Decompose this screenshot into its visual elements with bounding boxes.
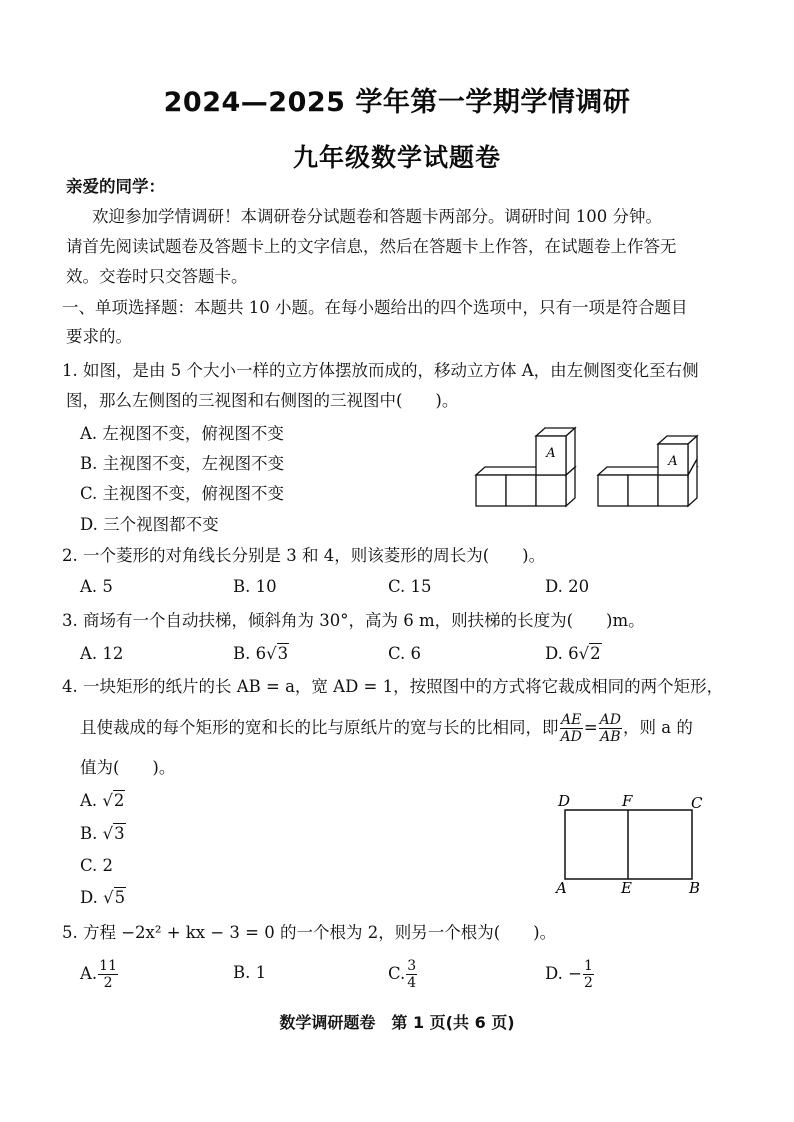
q1-stem: 1. 如图，是由 5 个大小一样的立方体摆放而成的，移动立方体 A，由左侧图变化至右侧	[62, 361, 699, 380]
fraction: $\frac{1}{2}$	[583, 958, 593, 991]
q3-stem: 3. 商场有一个自动扶梯，倾斜角为 30°，高为 6 m，则扶梯的长度为( )m。	[62, 611, 645, 630]
q1-option-a: A. 左视图不变，俯视图不变	[80, 424, 284, 443]
q1-option-b: B. 主视图不变，左视图不变	[80, 454, 285, 473]
q5-option-b: B. 1	[233, 963, 267, 982]
q4-option-a: A. √2	[80, 791, 125, 810]
q4-stem-cont: 且使裁成的每个矩形的宽和长的比与原纸片的宽与长的比相同，即 $\frac{AE}{AD}$ = $\frac{AD}{AB}$ ，则 a 的	[80, 712, 693, 745]
section-1-heading: 一、单项选择题：本题共 10 小题。在每小题给出的四个选项中，只有一项是符合题目	[62, 298, 688, 317]
label-b: B	[689, 879, 701, 897]
rectangle-figure	[550, 790, 715, 900]
greeting: 亲爱的同学：	[66, 177, 165, 196]
q4-option-c: C. 2	[80, 856, 114, 875]
sqrt-symbol: √2	[578, 644, 601, 663]
intro-line-1: 欢迎参加学情调研！本调研卷分试题卷和答题卡两部分。调研时间 100 分钟。	[92, 207, 662, 226]
q3-option-d-prefix: D. 6	[545, 644, 579, 663]
q4-option-b: B. √3	[80, 824, 125, 843]
fraction: $\frac{11}{2}$	[99, 958, 117, 991]
label-f: F	[622, 792, 633, 810]
label-d: D	[558, 792, 571, 810]
q5-option-d: D. − $\frac{1}{2}$	[545, 958, 593, 991]
exam-subtitle: 九年级数学试题卷	[292, 143, 501, 172]
q2-option-c: C. 15	[388, 577, 432, 596]
q2-option-a: A. 5	[80, 577, 113, 596]
q4-stem-end: 值为( )。	[80, 758, 176, 777]
sqrt-symbol: √3	[102, 824, 125, 843]
q5-stem: 5. 方程 −2x² + kx − 3 = 0 的一个根为 2，则另一个根为( )。	[62, 923, 557, 942]
exam-title: 2024—2025 学年第一学期学情调研	[163, 87, 631, 118]
cube-figure	[470, 415, 720, 515]
q3-option-a: A. 12	[80, 644, 124, 663]
section-1-heading-cont: 要求的。	[66, 327, 132, 346]
q3-option-d	[545, 643, 602, 665]
page-footer: 数学调研题卷 第 1 页(共 6 页)	[279, 1013, 515, 1032]
q1-option-d: D. 三个视图都不变	[80, 515, 219, 534]
q1-stem-cont: 图，那么左侧图的三视图和右侧图的三视图中( )。	[66, 391, 459, 410]
sqrt-symbol: √3	[266, 644, 289, 663]
sqrt-symbol: √5	[103, 888, 126, 907]
q3-option-b	[233, 643, 289, 665]
q2-stem: 2. 一个菱形的对角线长分别是 3 和 4，则该菱形的周长为( )。	[62, 546, 546, 565]
q3-option-c: C. 6	[388, 644, 422, 663]
q3-option-b-prefix: B. 6	[233, 644, 267, 663]
q4-stem: 4. 一块矩形的纸片的长 AB = a，宽 AD = 1，按照图中的方式将它裁成相同的两个矩形，	[62, 677, 724, 696]
q2-option-d: D. 20	[545, 577, 590, 596]
q1-option-c: C. 主视图不变，俯视图不变	[80, 484, 285, 503]
label-c: C	[691, 794, 703, 812]
label-e: E	[621, 879, 632, 897]
intro-line-3: 效。交卷时只交答题卡。	[66, 267, 248, 286]
intro-line-2: 请首先阅读试题卷及答题卡上的文字信息，然后在答题卡上作答，在试题卷上作答无	[66, 237, 677, 256]
cube-label-left: A	[546, 446, 556, 461]
fraction-ae-ad: $\frac{AE}{AD}$	[560, 712, 582, 745]
sqrt-symbol: √2	[102, 791, 125, 810]
q5-option-a: A. $\frac{11}{2}$	[80, 958, 117, 991]
q2-option-b: B. 10	[233, 577, 277, 596]
label-a: A	[556, 879, 567, 897]
cube-label-right: A	[668, 454, 678, 469]
q5-option-c: C. $\frac{3}{4}$	[388, 958, 417, 991]
fraction: $\frac{3}{4}$	[407, 958, 417, 991]
fraction-ad-ab: $\frac{AD}{AB}$	[599, 712, 622, 745]
q4-option-d: D. √5	[80, 888, 126, 907]
